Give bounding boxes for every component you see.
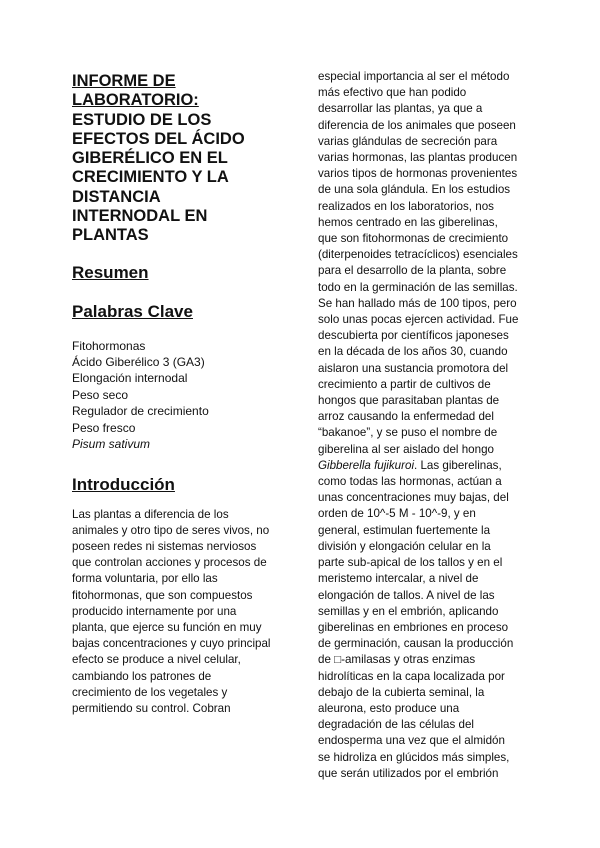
text-line: especial importancia al ser el método: [318, 70, 510, 83]
text-line: varias hormonas, las plantas producen: [318, 151, 518, 165]
keyword-item: Elongación internodal: [72, 371, 188, 386]
text-line: realizados en los laboratorios, nos: [318, 199, 494, 213]
intro-heading: Introducción: [72, 474, 175, 494]
text-line: todo en la germinación de las semillas.: [318, 280, 518, 294]
text-line: en la década de los años 30, cuando: [318, 345, 508, 359]
text-line: bajas concentraciones y cuyo principal: [72, 637, 271, 651]
text-line: giberelinas en embriones en proceso: [318, 620, 509, 634]
title-line: ESTUDIO DE LOS: [72, 110, 212, 129]
text-line: [318, 458, 530, 474]
text-line: orden de 10^-5 M - 10^-9, y en: [318, 507, 476, 521]
text-line: endosperma una vez que el almidón: [318, 734, 505, 748]
text-line: general, estimulan fuertemente la: [318, 523, 491, 537]
text-line: (diterpenoides tetracíclicos) esenciales: [318, 248, 518, 262]
species-name: Gibberella fujikuroi: [318, 458, 415, 472]
text-line: “bakanoe”, y se puso el nombre de: [318, 426, 498, 440]
text-line: desarrollar las plantas, ya que a: [318, 102, 483, 116]
text-line: producido internamente por una: [72, 604, 237, 618]
left-column: [72, 72, 290, 717]
text-line: cambiando los patrones de: [72, 669, 212, 683]
text-line: unas concentraciones muy bajas, del: [318, 491, 509, 505]
text-line: que serán utilizados por el embrión: [318, 766, 499, 780]
text-line: de □-amilasas y otras enzimas: [318, 653, 476, 667]
text-line: forma voluntaria, por ello las: [72, 572, 218, 586]
keywords-list: [72, 338, 290, 453]
keywords-heading: Palabras Clave: [72, 301, 193, 321]
text-line: varios tipos de hormonas provenientes: [318, 167, 518, 181]
text-line: permitiendo su control. Cobran: [72, 701, 231, 715]
text-line: más efectivo que han podido: [318, 86, 467, 100]
text-line: varias glándulas de secreción para: [318, 134, 498, 148]
text-line: meristemo intercalar, a nivel de: [318, 572, 479, 586]
title-line: LABORATORIO:: [72, 91, 199, 110]
title-line: CRECIMIENTO Y LA: [72, 168, 229, 187]
text-line: crecimiento de los vegetales y: [72, 685, 228, 699]
text-line: giberelina al ser aislado del hongo: [318, 442, 494, 456]
text-line: crecimiento a partir de cultivos de: [318, 377, 491, 391]
text-line: semillas y en el embrión, aplicando: [318, 604, 499, 618]
species-after: . Las giberelinas,: [414, 458, 502, 472]
text-line: parte sub-apical de los tallos y en el: [318, 556, 503, 570]
text-line: aislaron una sustancia promotora del: [318, 361, 509, 375]
text-line: solo unas pocas ejercen actividad. Fue: [318, 313, 519, 327]
text-line: efecto se produce a nivel celular,: [72, 653, 241, 667]
title-line: PLANTAS: [72, 226, 149, 245]
title-line: INTERNODAL EN: [72, 207, 208, 226]
text-line: fitohormonas, que son compuestos: [72, 588, 253, 602]
document-title: [72, 72, 290, 246]
right-column: [318, 69, 530, 782]
text-line: para el desarrollo de la planta, sobre: [318, 264, 507, 278]
resumen-heading: Resumen: [72, 262, 149, 282]
text-line: que controlan acciones y procesos de: [72, 556, 267, 570]
text-line: animales y otro tipo de seres vivos, no: [72, 523, 270, 537]
text-line: diferencia de los animales que poseen: [318, 118, 516, 132]
keyword-item: Ácido Giberélico 3 (GA3): [72, 355, 205, 370]
text-line: elongación de tallos. A nivel de las: [318, 588, 495, 602]
keyword-item: Peso fresco: [72, 420, 136, 435]
text-line: descubierta por científicos japoneses: [318, 329, 509, 343]
text-line: arroz causando la enfermedad del: [318, 410, 494, 424]
text-line: poseen redes ni sistemas nerviosos: [72, 539, 257, 553]
title-line: DISTANCIA: [72, 187, 161, 206]
keyword-item: Peso seco: [72, 387, 129, 402]
text-line: hongos que parasitaban plantas de: [318, 394, 500, 408]
intro-paragraph: [72, 507, 290, 718]
title-line: EFECTOS DEL ÁCIDO: [72, 129, 245, 148]
text-line: Se han hallado más de 100 tipos, pero: [318, 296, 517, 310]
text-line: se hidroliza en glúcidos más simples,: [318, 750, 510, 764]
text-line: degradación de las células del: [318, 718, 474, 732]
text-line: debajo de la cubierta seminal, la: [318, 685, 485, 699]
text-line: de germinación, causan la producción: [318, 637, 514, 651]
keyword-item: Fitohormonas: [72, 338, 146, 353]
text-line: hidrolíticas en la capa localizada por: [318, 669, 505, 683]
title-line: GIBERÉLICO EN EL: [72, 149, 228, 168]
keyword-item: Pisum sativum: [72, 437, 151, 452]
text-line: que son fitohormonas de crecimiento: [318, 232, 509, 246]
text-line: Las plantas a diferencia de los: [72, 507, 229, 521]
text-line: como todas las hormonas, actúan a: [318, 475, 502, 489]
text-line: hemos centrado en las giberelinas,: [318, 215, 498, 229]
text-line: de una sola glándula. En los estudios: [318, 183, 511, 197]
text-line: aleurona, esto produce una: [318, 701, 460, 715]
title-line: INFORME DE: [72, 72, 176, 90]
text-line: división y elongación celular en la: [318, 539, 491, 553]
text-line: planta, que ejerce su función en muy: [72, 620, 262, 634]
keyword-item: Regulador de crecimiento: [72, 404, 209, 419]
